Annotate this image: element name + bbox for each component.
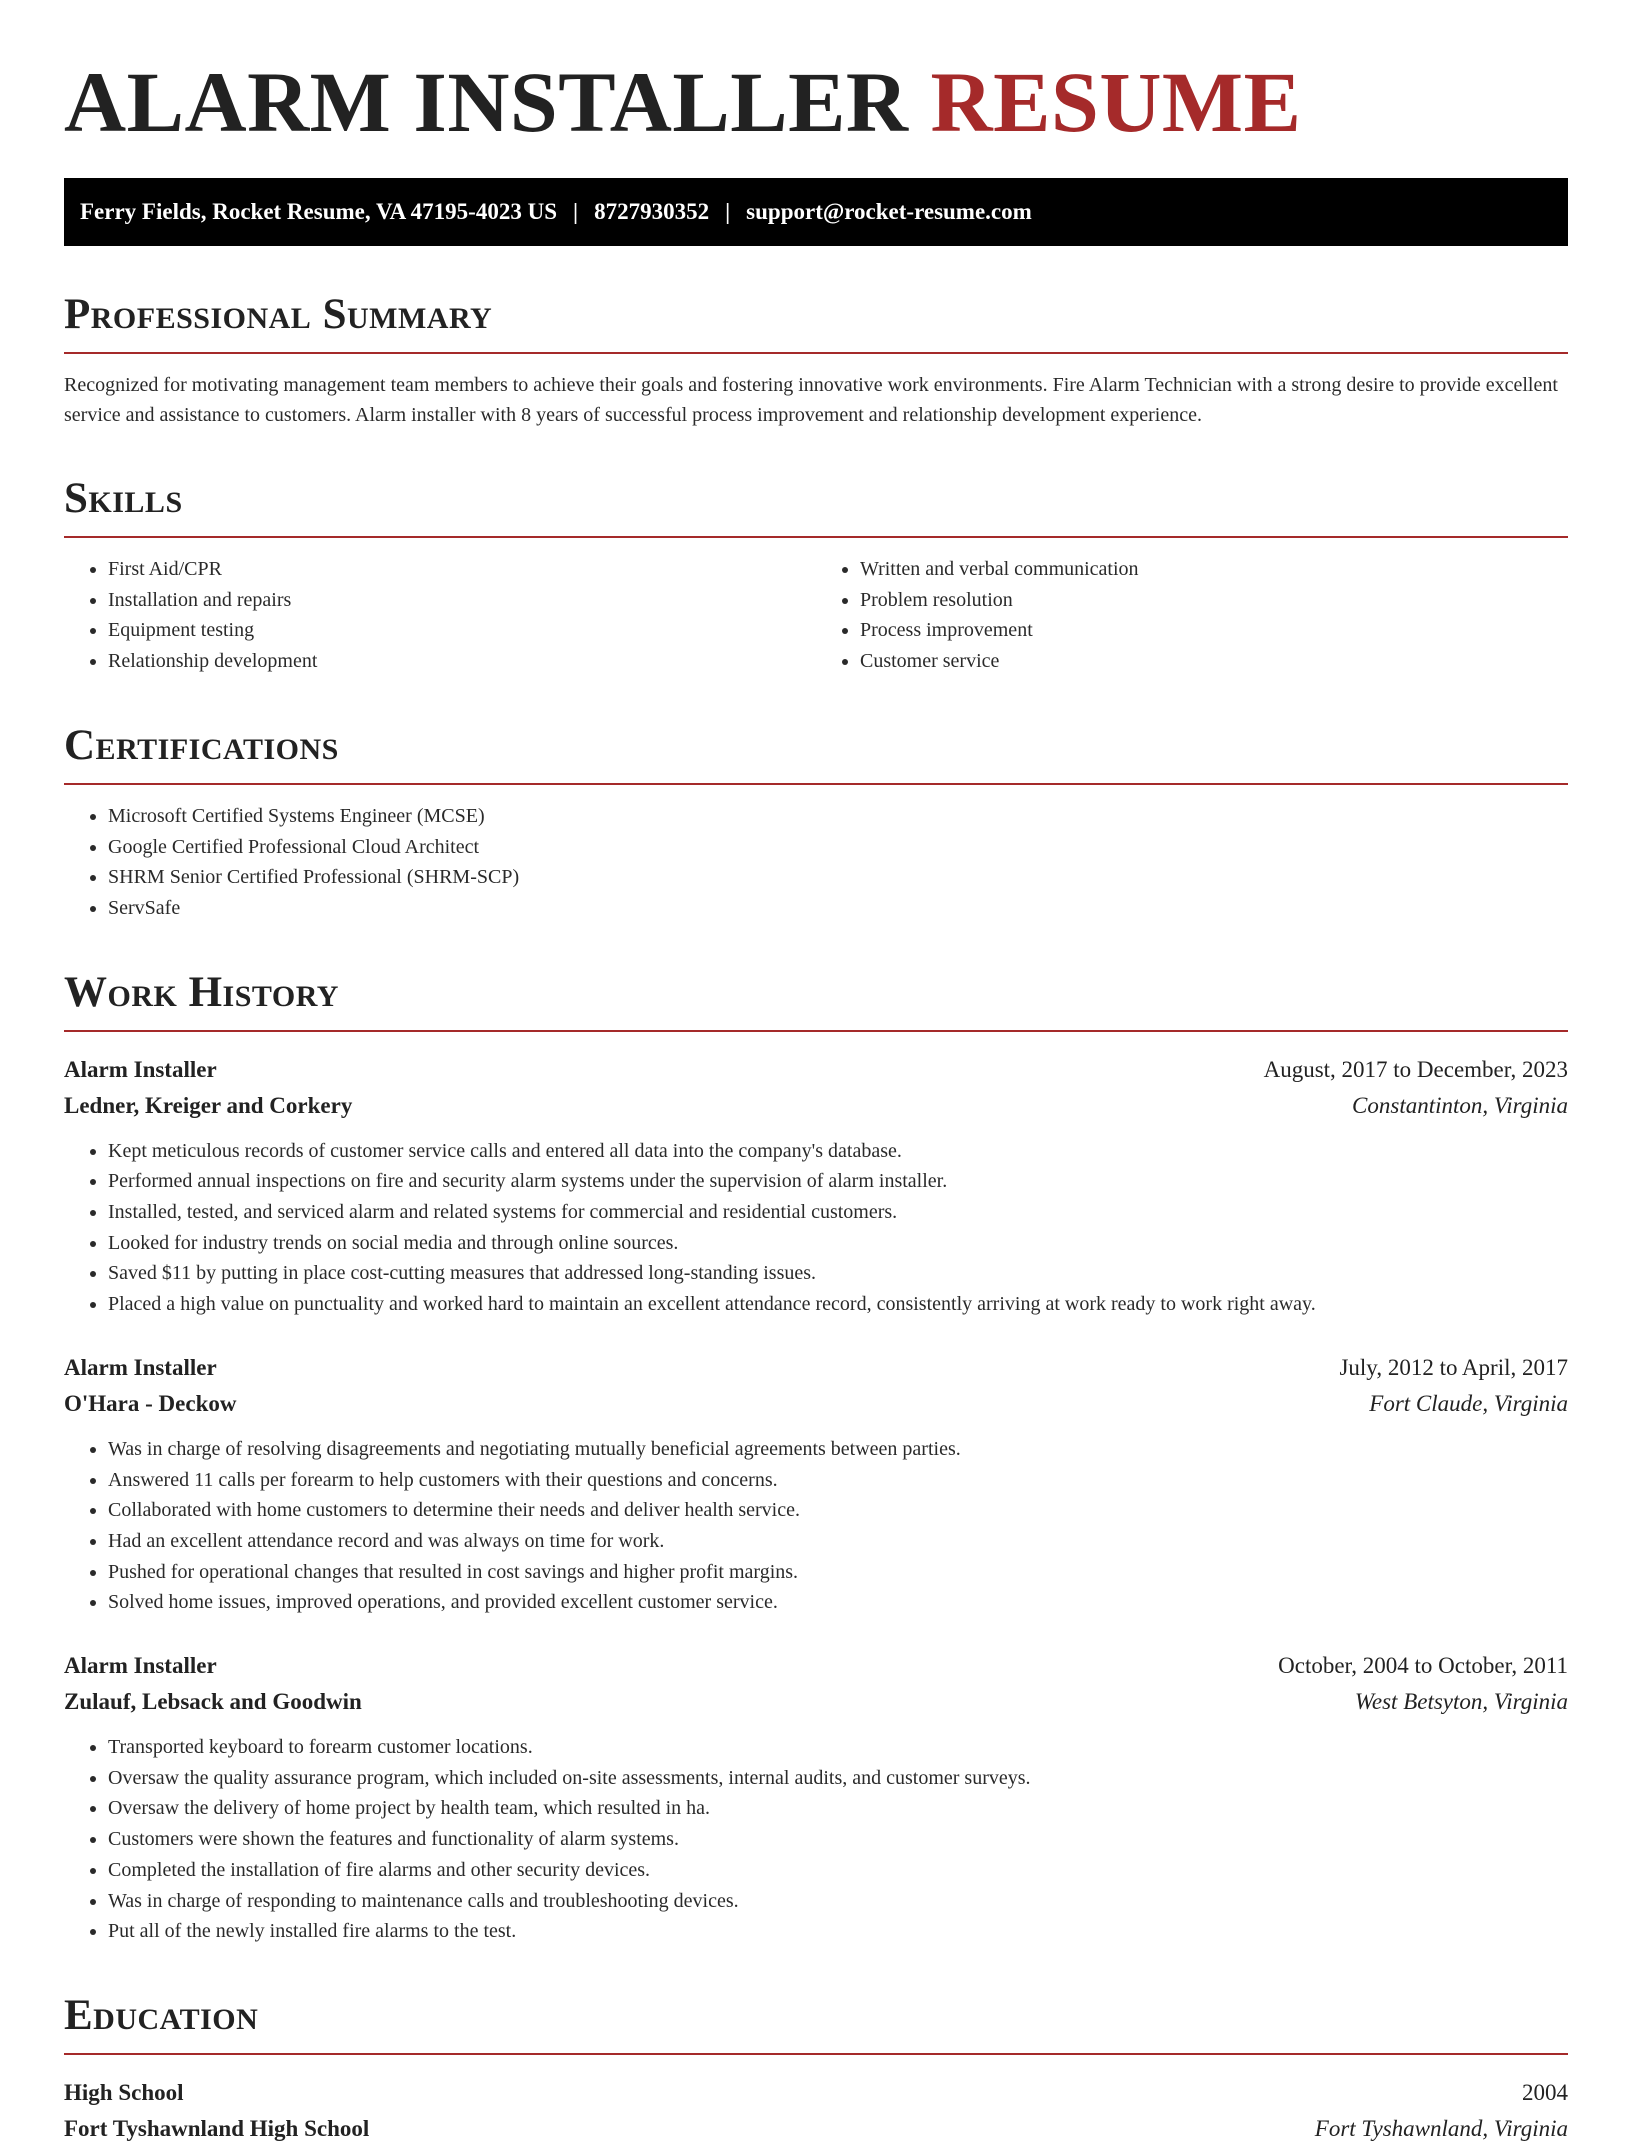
- skill-item: • First Aid/CPR: [108, 554, 816, 585]
- resume-title: [64, 0, 1568, 148]
- job-bullet: • Put all of the newly installed fire alarms to the test.: [108, 1916, 1568, 1947]
- education-header-row: [64, 2075, 1568, 2111]
- job-title: Alarm Installer: [64, 1056, 217, 1082]
- job-bullet: • Transported keyboard to forearm customer locations.: [108, 1732, 1568, 1763]
- contact-email: support@rocket-resume.com: [746, 199, 1032, 224]
- job-bullet: • Saved $11 by putting in place cost-cutting measures that addressed long-standing issues.: [108, 1258, 1568, 1289]
- education-entry: [64, 2075, 1568, 2147]
- job-title: Alarm Installer: [64, 1653, 217, 1679]
- section-heading: Work History: [64, 968, 339, 1016]
- job-entry: [64, 1648, 1568, 1947]
- job-bullet: • Answered 11 calls per forearm to help customers with their questions and concerns.: [108, 1465, 1568, 1496]
- contact-separator: |: [573, 199, 579, 224]
- contact-address: Ferry Fields, Rocket Resume, VA 47195-4023 US: [80, 199, 557, 224]
- job-bullet: • Collaborated with home customers to determine their needs and deliver health service.: [108, 1495, 1568, 1526]
- certification-item: • ServSafe: [108, 893, 1568, 924]
- job-bullet: • Oversaw the delivery of home project by health team, which resulted in ha.: [108, 1793, 1568, 1824]
- education-section: [64, 1991, 1568, 2147]
- job-company-row: [64, 1684, 1568, 1720]
- section-divider: [64, 352, 1568, 354]
- skill-item: • Written and verbal communication: [860, 554, 1568, 585]
- job-entry: [64, 1052, 1568, 1320]
- title-accent: RESUME: [930, 54, 1302, 150]
- job-dates: August, 2017 to December, 2023: [1263, 1056, 1568, 1082]
- job-title: Alarm Installer: [64, 1354, 217, 1380]
- skill-item: • Problem resolution: [860, 585, 1568, 616]
- education-school-row: [64, 2111, 1568, 2147]
- job-bullet: • Looked for industry trends on social media and through online sources.: [108, 1228, 1568, 1259]
- skills-grid: [64, 538, 1568, 677]
- skills-section: [64, 474, 1568, 677]
- job-bullet: • Completed the installation of fire alarms and other security devices.: [108, 1855, 1568, 1886]
- certification-item: • SHRM Senior Certified Professional (SHRM-SCP): [108, 862, 1568, 893]
- section-heading: Skills: [64, 475, 183, 522]
- title-main: ALARM INSTALLER: [64, 54, 909, 150]
- certification-item: • Google Certified Professional Cloud Architect: [108, 832, 1568, 863]
- education-location: Fort Tyshawnland, Virginia: [1314, 2115, 1568, 2141]
- job-header-row: [64, 1052, 1568, 1088]
- certifications-section: [64, 721, 1568, 924]
- job-location: Constantinton, Virginia: [1352, 1092, 1568, 1118]
- job-bullet: • Was in charge of responding to maintenance calls and troubleshooting devices.: [108, 1886, 1568, 1917]
- job-bullet: • Had an excellent attendance record and was always on time for work.: [108, 1526, 1568, 1557]
- skill-item: • Equipment testing: [108, 615, 816, 646]
- job-bullets: [64, 1434, 1568, 1618]
- job-header-row: [64, 1648, 1568, 1684]
- work-history-section: [64, 968, 1568, 1947]
- job-dates: October, 2004 to October, 2011: [1278, 1653, 1568, 1679]
- job-bullet: • Performed annual inspections on fire and security alarm systems under the supervision of alarm installer.: [108, 1166, 1568, 1197]
- job-company: Ledner, Kreiger and Corkery: [64, 1092, 353, 1118]
- job-company-row: [64, 1386, 1568, 1422]
- job-company: Zulauf, Lebsack and Goodwin: [64, 1689, 362, 1715]
- job-bullets: [64, 1732, 1568, 1947]
- job-bullet: • Oversaw the quality assurance program, which included on-site assessments, internal audits, and customer surveys.: [108, 1763, 1568, 1794]
- education-school: Fort Tyshawnland High School: [64, 2115, 370, 2141]
- job-dates: July, 2012 to April, 2017: [1339, 1354, 1568, 1380]
- job-bullet: • Customers were shown the features and functionality of alarm systems.: [108, 1824, 1568, 1855]
- certifications-list: [64, 801, 1568, 924]
- job-company: O'Hara - Deckow: [64, 1390, 237, 1416]
- education-year: 2004: [1522, 2079, 1568, 2105]
- section-divider: [64, 783, 1568, 785]
- section-heading: Professional Summary: [64, 291, 493, 338]
- contact-phone: 8727930352: [594, 199, 710, 224]
- job-entry: [64, 1350, 1568, 1618]
- skills-list-right: [816, 554, 1568, 677]
- job-location: Fort Claude, Virginia: [1369, 1390, 1568, 1416]
- skills-list-left: [64, 554, 816, 677]
- certification-item: • Microsoft Certified Systems Engineer (MCSE): [108, 801, 1568, 832]
- job-company-row: [64, 1088, 1568, 1124]
- summary-text: Recognized for motivating management team members to achieve their goals and fostering innovative work environments. Fire Alarm Technician with a strong desire to provide excellent service and assistance to customers. Alarm installer with 8 years of successful process improvement and relationship development experience.: [64, 374, 1558, 426]
- job-location: West Betsyton, Virginia: [1354, 1689, 1568, 1715]
- section-divider: [64, 2053, 1568, 2055]
- job-bullet: • Solved home issues, improved operations, and provided excellent customer service.: [108, 1587, 1568, 1618]
- job-bullets: [64, 1136, 1568, 1320]
- section-divider: [64, 1030, 1568, 1032]
- education-degree: High School: [64, 2079, 184, 2105]
- contact-bar: [64, 178, 1568, 246]
- job-bullet: • Placed a high value on punctuality and worked hard to maintain an excellent attendance record, consistently arriving at work ready to work right away.: [108, 1289, 1568, 1320]
- job-bullet: • Kept meticulous records of customer service calls and entered all data into the company's database.: [108, 1136, 1568, 1167]
- summary-section: [64, 290, 1568, 430]
- skill-item: • Customer service: [860, 646, 1568, 677]
- skill-item: • Installation and repairs: [108, 585, 816, 616]
- job-bullet: • Was in charge of resolving disagreements and negotiating mutually beneficial agreements between parties.: [108, 1434, 1568, 1465]
- contact-separator: |: [725, 199, 731, 224]
- job-bullet: • Pushed for operational changes that resulted in cost savings and higher profit margins.: [108, 1557, 1568, 1588]
- section-heading: Certifications: [64, 721, 339, 769]
- section-heading: Education: [64, 1991, 259, 2039]
- job-bullet: • Installed, tested, and serviced alarm and related systems for commercial and residential customers.: [108, 1197, 1568, 1228]
- skill-item: • Process improvement: [860, 615, 1568, 646]
- job-header-row: [64, 1350, 1568, 1386]
- skill-item: • Relationship development: [108, 646, 816, 677]
